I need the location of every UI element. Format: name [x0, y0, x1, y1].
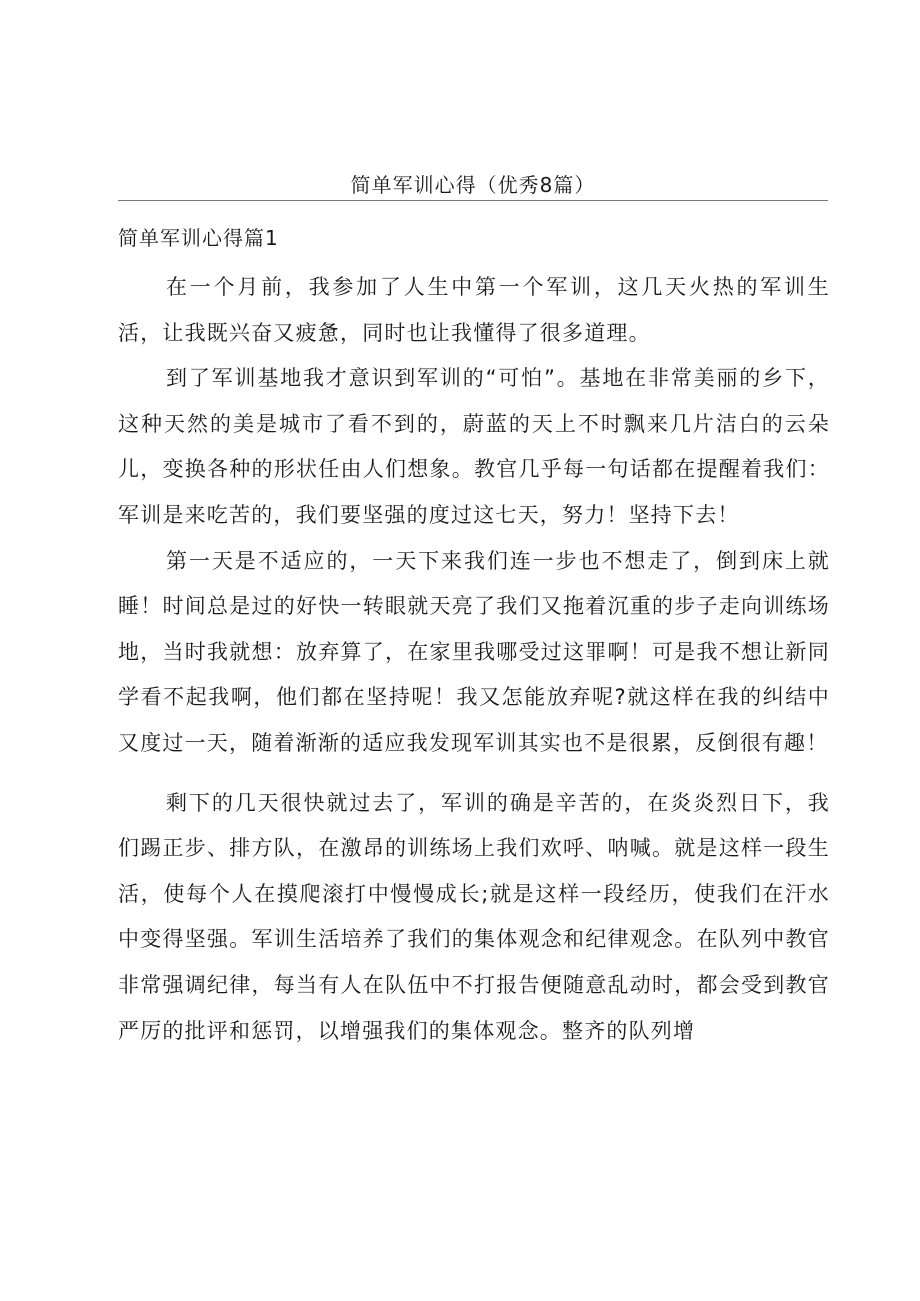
document-title: 简单军训心得（优秀8篇） [350, 173, 596, 197]
paragraph-4: 剩下的几天很快就过去了，军训的确是辛苦的，在炎炎烈日下，我们踢正步、排方队，在激昂的训练场上我们欢呼、呐喊。就是这样一段生活，使每个人在摸爬滚打中慢慢成长;就是这样一段经历，使我们在汗水中变得坚强。军训生活培养了我们的集体观念和纪律观念。在队列中教官非常强调纪律，每当有人在队伍中不打报告便随意乱动时，都会受到教官严厉的批评和惩罚，以增强我们的集体观念。整齐的队列增 [118, 790, 830, 1043]
paragraph-2: 到了军训基地我才意识到军训的“可怕”。基地在非常美丽的乡下，这种天然的美是城市了看不到的，蔚蓝的天上不时飘来几片洁白的云朵儿，变换各种的形状任由人们想象。教官几乎每一句话都在提醒着我们：军训是来吃苦的，我们要坚强的度过这七天，努力！坚持下去！ [118, 366, 830, 527]
title-divider [118, 200, 828, 201]
body-text [118, 265, 830, 1054]
paragraph-3: 第一天是不适应的，一天下来我们连一步也不想走了，倒到床上就睡！时间总是过的好快一转眼就天亮了我们又拖着沉重的步子走向训练场地，当时我就想：放弃算了，在家里我哪受过这罪啊！可是我不想让新同学看不起我啊，他们都在坚持呢！我又怎能放弃呢?就这样在我的纠结中又度过一天，随着渐渐的适应我发现军训其实也不是很累，反倒很有趣！ [118, 548, 830, 755]
section-heading: 简单军训心得篇1 [118, 226, 279, 250]
paragraph-1: 在一个月前，我参加了人生中第一个军训，这几天火热的军训生活，让我既兴奋又疲惫，同时也让我懂得了很多道理。 [118, 275, 830, 345]
